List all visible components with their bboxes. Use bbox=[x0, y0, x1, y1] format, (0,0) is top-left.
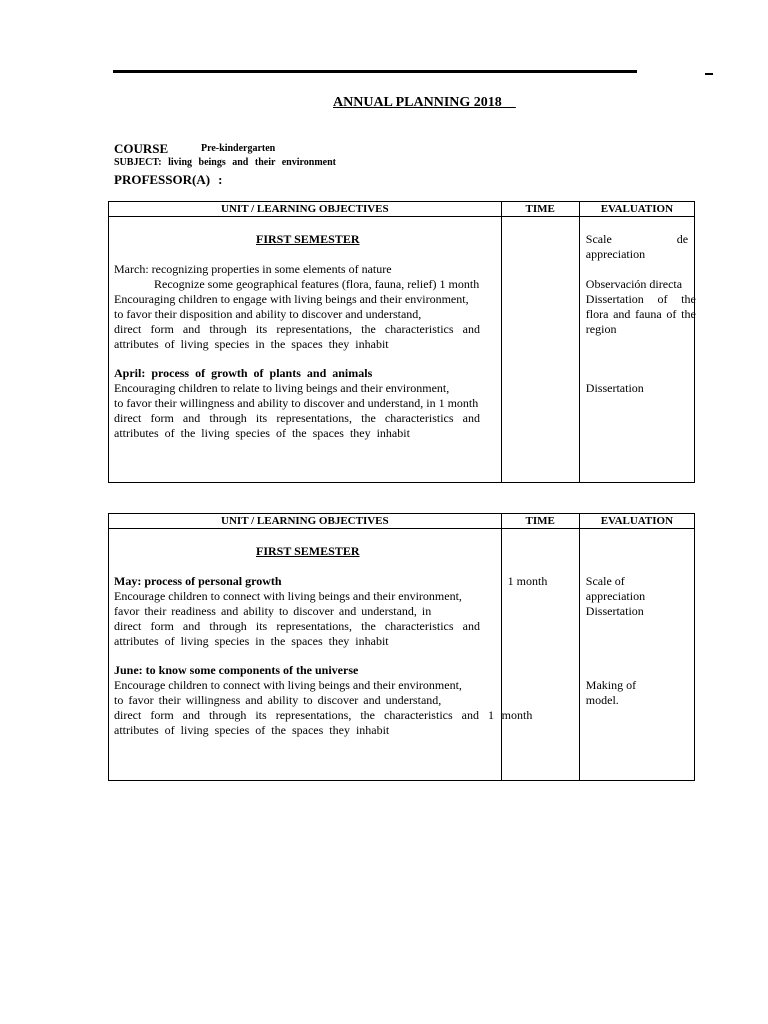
header-objectives: UNIT / LEARNING OBJECTIVES bbox=[109, 514, 502, 529]
march-line-1: Encouraging children to engage with living beings and their environment, bbox=[114, 292, 469, 306]
eval-scale: Scale bbox=[585, 232, 612, 246]
subject-line bbox=[114, 157, 336, 168]
april-heading: April: process of growth of plants and animals bbox=[114, 366, 373, 380]
objectives-cell bbox=[109, 529, 502, 781]
june-line-4: attributes of living species of the spaces they inhabit bbox=[114, 723, 390, 737]
eval-appreciation: appreciation bbox=[585, 589, 646, 603]
planning-table-2 bbox=[108, 513, 695, 781]
june-line-1: Encourage children to connect with living beings and their environment, bbox=[114, 678, 462, 692]
time-may: 1 month bbox=[507, 574, 548, 588]
eval-making-of: Making of bbox=[585, 678, 637, 692]
april-line-4: attributes of the living species of the spaces they inhabit bbox=[114, 426, 410, 440]
march-line-4: attributes of living species in the spaces they inhabit bbox=[114, 337, 389, 351]
time-cell bbox=[501, 217, 579, 483]
eval-dissertation-of: Dissertation of the bbox=[585, 292, 696, 306]
june-line-3: direct form and through its representations, the characteristics and 1 bbox=[114, 708, 494, 722]
course-value: Pre-kindergarten bbox=[201, 143, 276, 154]
march-line-2: to favor their disposition and ability to discover and understand, bbox=[114, 307, 422, 321]
eval-model: model. bbox=[585, 693, 619, 707]
may-line-4: attributes of living species in the spaces they inhabit bbox=[114, 634, 389, 648]
eval-flora-fauna: flora and fauna of the bbox=[585, 307, 696, 321]
eval-observacion: Observación directa bbox=[585, 277, 683, 291]
table-header-row bbox=[109, 514, 695, 529]
top-rule bbox=[113, 70, 637, 73]
table-header-row bbox=[109, 202, 695, 217]
march-line-3: direct form and through its representations, the characteristics and bbox=[114, 322, 480, 336]
professor-label: PROFESSOR(A) bbox=[114, 172, 211, 187]
course-label: COURSE bbox=[114, 141, 169, 156]
time-cell bbox=[501, 529, 579, 781]
header-evaluation: EVALUATION bbox=[579, 514, 694, 529]
table-row bbox=[109, 529, 695, 781]
march-heading: March: recognizing properties in some elements of nature bbox=[114, 262, 392, 276]
june-heading: June: to know some components of the universe bbox=[114, 663, 359, 677]
june-line-2: to favor their willingness and ability to discover and understand, bbox=[114, 693, 442, 707]
eval-scale-of: Scale of bbox=[585, 574, 625, 588]
eval-dissertation: Dissertation bbox=[585, 604, 644, 618]
april-line-3: direct form and through its representations, the characteristics and bbox=[114, 411, 480, 425]
april-line-2: to favor their willingness and ability to discover and understand, in 1 month bbox=[114, 396, 479, 410]
may-heading: May: process of personal growth bbox=[114, 574, 282, 588]
subject-label: SUBJECT: bbox=[114, 157, 162, 168]
semester-heading: FIRST SEMESTER bbox=[256, 544, 360, 558]
eval-de: de bbox=[676, 232, 689, 246]
semester-heading: FIRST SEMESTER bbox=[256, 232, 360, 246]
evaluation-cell bbox=[579, 529, 694, 781]
evaluation-cell bbox=[579, 217, 694, 483]
table-row bbox=[109, 217, 695, 483]
time-june: month bbox=[501, 708, 533, 722]
professor-colon: : bbox=[218, 172, 223, 187]
page-title: ANNUAL PLANNING 2018 bbox=[333, 95, 516, 110]
march-sub: Recognize some geographical features (flora, fauna, relief) 1 month bbox=[154, 277, 480, 291]
objectives-cell bbox=[109, 217, 502, 483]
header-evaluation: EVALUATION bbox=[579, 202, 694, 217]
header-time: TIME bbox=[501, 202, 579, 217]
top-dash bbox=[705, 73, 713, 75]
subject-value: living beings and their environment bbox=[168, 157, 336, 168]
may-line-1: Encourage children to connect with living beings and their environment, bbox=[114, 589, 462, 603]
header-time: TIME bbox=[501, 514, 579, 529]
eval-dissertation: Dissertation bbox=[585, 381, 644, 395]
professor-line bbox=[114, 172, 222, 188]
eval-region: region bbox=[585, 322, 617, 336]
april-line-1: Encouraging children to relate to living beings and their environment, bbox=[114, 381, 450, 395]
header-objectives: UNIT / LEARNING OBJECTIVES bbox=[109, 202, 502, 217]
eval-appreciation: appreciation bbox=[585, 247, 646, 261]
planning-table-1 bbox=[108, 201, 695, 483]
may-line-2: favor their readiness and ability to discover and understand, in bbox=[114, 604, 432, 618]
may-line-3: direct form and through its representations, the characteristics and bbox=[114, 619, 480, 633]
